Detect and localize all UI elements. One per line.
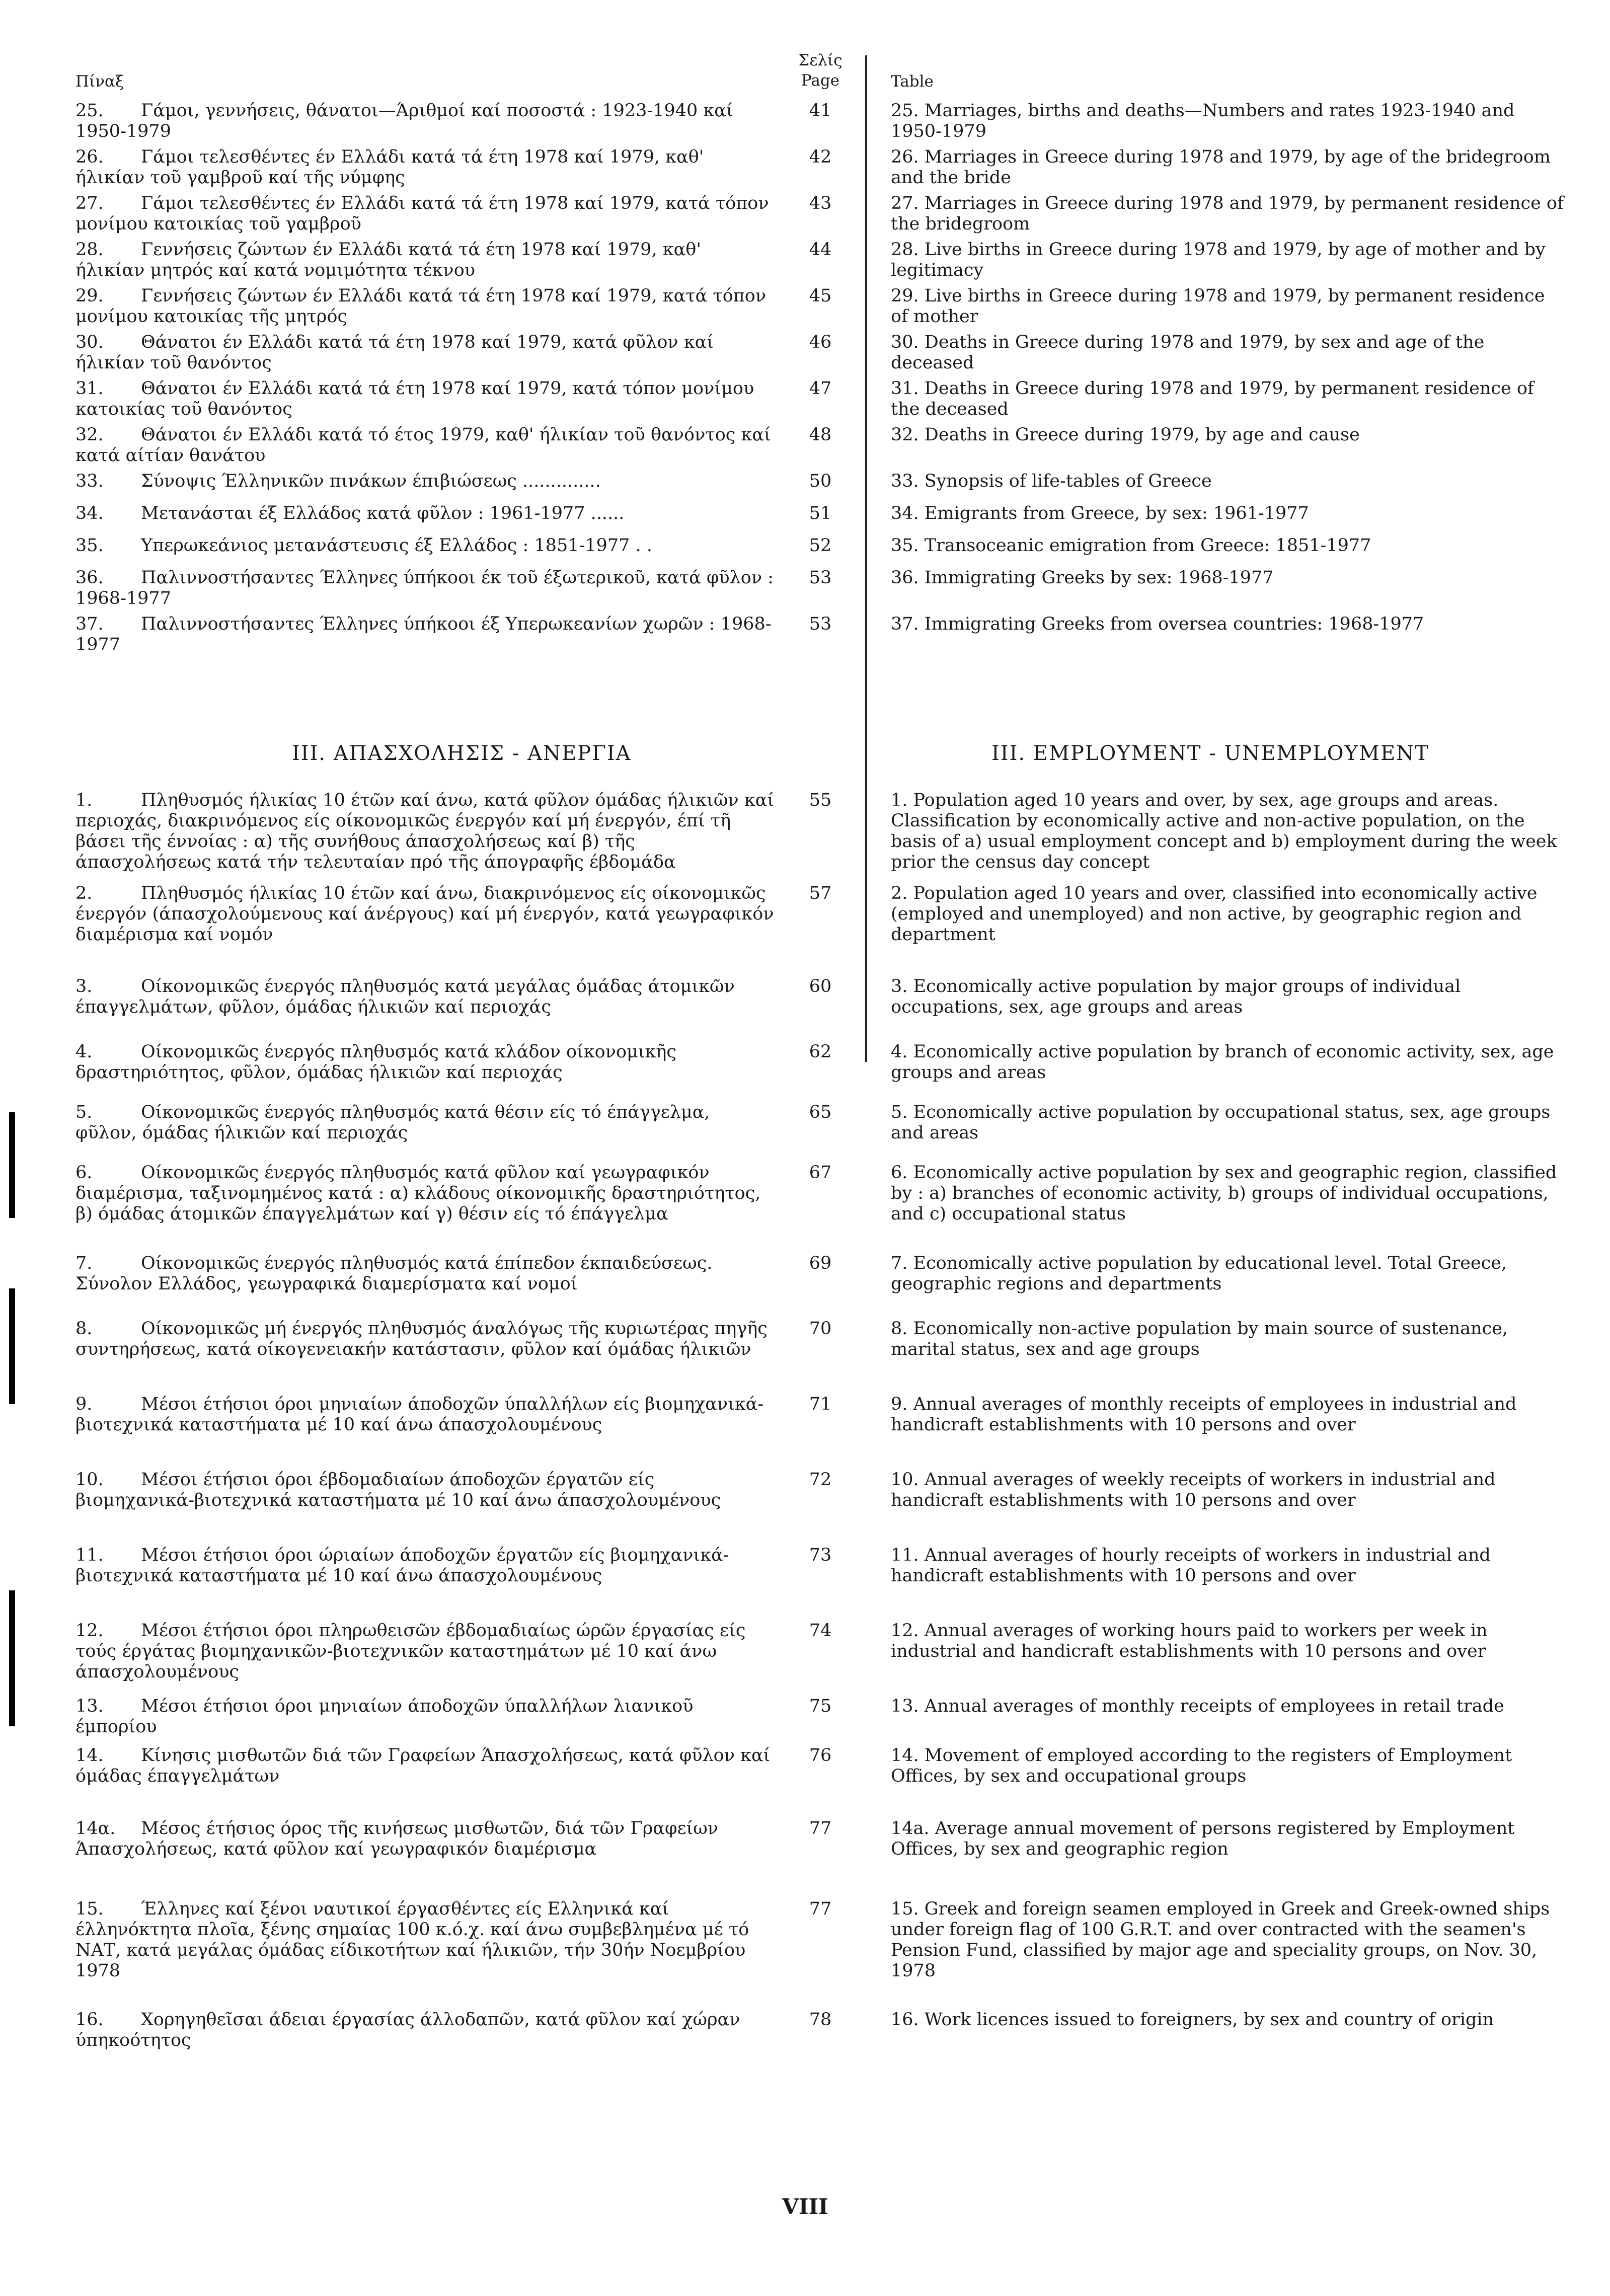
entry-number: 6.	[75, 1163, 93, 1183]
entry-number: 33.	[75, 471, 104, 491]
entry-number: 30.	[75, 332, 104, 352]
entry-title-english: 30. Deaths in Greece during 1978 and 1979, by sex and age of the deceased	[891, 332, 1485, 373]
entry-page-number: 60	[809, 976, 832, 997]
entry-title-greek	[75, 614, 775, 655]
entry-greek-text: Μέσος έτήσιος όρος τῆς κινήσεως μισθωτῶν, διά τῶν Γραφείων Άπασχολήσεως, κατά φῦλον καί γεωγραφικόν διαμέρισμα	[75, 1818, 719, 1859]
entry-title-english: 25. Marriages, births and deaths—Numbers and rates 1923-1940 and 1950-1979	[891, 101, 1515, 141]
entry-greek-text: Παλιννοστήσαντες Έλληνες ύπήκοοι έξ Υπερωκεανίων χωρῶν : 1968-1977	[75, 614, 772, 655]
entry-number: 35.	[75, 535, 104, 556]
entry-greek-text: Υπερωκεάνιος μετανάστευσις έξ Ελλάδος : 1851-1977 . .	[141, 535, 652, 556]
entry-page-number: 70	[809, 1319, 832, 1339]
entry-page-number: 42	[809, 147, 832, 167]
entry-title-greek	[75, 976, 775, 1018]
entry-title-greek	[75, 286, 775, 327]
entry-title-greek	[75, 101, 775, 142]
entry-page-number: 48	[809, 425, 832, 445]
english-column-label: Table	[891, 72, 934, 91]
page-number: VIII	[782, 2194, 828, 2219]
entry-title-english: 4. Economically active population by branch of economic activity, sex, age groups and areas	[891, 1042, 1554, 1083]
entry-title-greek	[75, 193, 775, 235]
entry-page-number: 72	[809, 1470, 832, 1490]
entry-greek-text: Πληθυσμός ήλικίας 10 έτῶν καί άνω, κατά φῦλον όμάδας ήλικιῶν καί περιοχάς, διακρινόμενος είς οίκονομικῶς ένεργόν καί μή ένεργόν, έπί τῆ βάσει τῆς έννοίας : α) τῆς συνήθους άπασχολήσεως καί β) τῆς άπασχολήσεως κατά τήν τελευταίαν πρό τῆς άπογραφῆς έβδομάδα	[75, 790, 775, 872]
entry-greek-text: Θάνατοι έν Ελλάδι κατά τό έτος 1979, καθ' ήλικίαν τοῦ θανόντος καί κατά αίτίαν θανάτου	[75, 425, 771, 466]
entry-title-english: 9. Annual averages of monthly receipts of employees in industrial and handicraft establishments with 10 persons and over	[891, 1394, 1517, 1435]
scan-mark	[9, 1112, 15, 1218]
entry-number: 31.	[75, 378, 104, 399]
entry-number: 9.	[75, 1394, 93, 1414]
page-label-english: Page	[801, 71, 840, 90]
entry-greek-text: Θάνατοι έν Ελλάδι κατά τά έτη 1978 καί 1979, κατά τόπον μονίμου κατοικίας τοῦ θανόντος	[75, 378, 754, 419]
entry-page-number: 46	[809, 332, 832, 352]
entry-page-number: 51	[809, 503, 832, 523]
entry-page-number: 43	[809, 193, 832, 213]
entry-number: 14.	[75, 1745, 104, 1766]
entry-title-greek	[75, 425, 775, 466]
entry-greek-text: Χορηγηθεῖσαι άδειαι έργασίας άλλοδαπῶν, κατά φῦλον καί χώραν ύπηκοότητος	[75, 2010, 740, 2050]
entry-page-number: 71	[809, 1394, 832, 1414]
entry-greek-text: Μέσοι έτήσιοι όροι μηνιαίων άποδοχῶν ύπαλλήλων είς βιομηχανικά-βιοτεχνικά καταστήματα μέ 10 καί άνω άπασχολουμένους	[75, 1394, 764, 1435]
entry-number: 4.	[75, 1042, 93, 1062]
entry-title-english: 12. Annual averages of working hours paid to workers per week in industrial and handicraft establishments with 10 persons and over	[891, 1621, 1488, 1661]
entry-number: 11.	[75, 1545, 104, 1565]
entry-page-number: 55	[809, 790, 832, 810]
entry-number: 37.	[75, 614, 104, 634]
entry-title-english: 13. Annual averages of monthly receipts of employees in retail trade	[891, 1696, 1504, 1716]
entry-title-greek	[75, 1818, 775, 1860]
entry-title-greek	[75, 535, 775, 556]
entry-page-number: 69	[809, 1253, 832, 1273]
entry-number: 25.	[75, 101, 104, 121]
entry-greek-text: Οίκονομικῶς ένεργός πληθυσμός κατά μεγάλας όμάδας άτομικῶν έπαγγελμάτων, φῦλον, όμάδας ήλικιῶν καί περιοχάς	[75, 976, 735, 1017]
entry-title-greek	[75, 147, 775, 188]
entry-title-greek	[75, 568, 775, 609]
entry-greek-text: Έλληνες καί ξένοι ναυτικοί έργασθέντες είς Ελληνικά καί έλληνόκτητα πλοῖα, ξένης σημαίας 100 κ.ό.χ. καί άνω συμβεβλημένα μέ τό ΝΑΤ, κατά μεγάλας όμάδας είδικοτήτων καί ήλικιῶν, τήν 30ήν Νοεμβρίου 1978	[75, 1899, 749, 1981]
entry-page-number: 75	[809, 1696, 832, 1716]
entry-greek-text: Οίκονομικῶς ένεργός πληθυσμός κατά θέσιν είς τό έπάγγελμα, φῦλον, όμάδας ήλικιῶν καί περιοχάς	[75, 1102, 710, 1143]
scan-mark	[9, 1288, 15, 1404]
entry-greek-text: Οίκονομικῶς μή ένεργός πληθυσμός άναλόγως τῆς κυριωτέρας πηγῆς συντηρήσεως, κατά οίκογενειακήν κατάστασιν, φῦλον καί όμάδας ήλικιῶν	[75, 1319, 768, 1359]
entry-page-number: 65	[809, 1102, 832, 1122]
entry-title-greek	[75, 1394, 775, 1435]
entry-title-english: 26. Marriages in Greece during 1978 and 1979, by age of the bridegroom and the bride	[891, 147, 1551, 188]
section-heading-greek: III. ΑΠΑΣΧΟΛΗΣΙΣ - ΑΝΕΡΓΙΑ	[292, 742, 632, 765]
entry-number: 27.	[75, 193, 104, 213]
entry-title-greek	[75, 1102, 775, 1143]
entry-title-english: 34. Emigrants from Greece, by sex: 1961-1977	[891, 503, 1309, 523]
entry-title-english: 36. Immigrating Greeks by sex: 1968-1977	[891, 568, 1274, 588]
entry-title-english: 28. Live births in Greece during 1978 and 1979, by age of mother and by legitimacy	[891, 240, 1546, 280]
page-label-greek: Σελίς	[798, 51, 842, 69]
entry-number: 34.	[75, 503, 104, 523]
entry-greek-text: Πληθυσμός ήλικίας 10 έτῶν καί άνω, διακρινόμενος είς οίκονομικῶς ένεργόν (άπασχολούμενους καί άνέργους) καί μή ένεργόν, κατά γεωγραφικόν διαμέρισμα καί νομόν	[75, 883, 774, 945]
entry-title-english: 6. Economically active population by sex and geographic region, classified by : a) branches of economic activity, b) groups of individual occupations, and c) occupational status	[891, 1163, 1557, 1224]
entry-title-greek	[75, 471, 775, 492]
entry-greek-text: Μέσοι έτήσιοι όροι ώριαίων άποδοχῶν έργατῶν είς βιομηχανικά-βιοτεχνικά καταστήματα μέ 10 καί άνω άπασχολουμένους	[75, 1545, 729, 1586]
entry-number: 29.	[75, 286, 104, 306]
entry-title-english: 14a. Average annual movement of persons registered by Employment Offices, by sex and geographic region	[891, 1818, 1515, 1859]
page-column-label	[793, 50, 848, 91]
entry-title-greek	[75, 883, 775, 945]
entry-title-english: 31. Deaths in Greece during 1978 and 1979, by permanent residence of the deceased	[891, 378, 1534, 419]
entry-title-english: 7. Economically active population by educational level. Total Greece, geographic regions and departments	[891, 1253, 1507, 1294]
entry-page-number: 44	[809, 240, 832, 260]
entry-greek-text: Γάμοι τελεσθέντες έν Ελλάδι κατά τά έτη 1978 καί 1979, κατά τόπον μονίμου κατοικίας τοῦ γαμβροῦ	[75, 193, 769, 234]
greek-column-label: Πίναξ	[75, 72, 124, 91]
entry-page-number: 67	[809, 1163, 832, 1183]
entry-title-english: 37. Immigrating Greeks from oversea countries: 1968-1977	[891, 614, 1424, 634]
entry-number: 28.	[75, 240, 104, 260]
entry-number: 15.	[75, 1899, 104, 1919]
entry-title-greek	[75, 1042, 775, 1083]
entry-number: 16.	[75, 2010, 104, 2030]
entry-title-greek	[75, 2010, 775, 2051]
entry-title-english: 32. Deaths in Greece during 1979, by age and cause	[891, 425, 1360, 445]
entry-title-greek	[75, 1545, 775, 1586]
entry-number: 10.	[75, 1470, 104, 1490]
entry-title-greek	[75, 240, 775, 281]
entry-title-english: 14. Movement of employed according to the registers of Employment Offices, by sex and occupational groups	[891, 1745, 1512, 1786]
entry-page-number: 52	[809, 535, 832, 556]
entry-title-greek	[75, 1163, 775, 1224]
entry-number: 14α.	[75, 1818, 116, 1839]
section-heading-english: III. EMPLOYMENT - UNEMPLOYMENT	[991, 742, 1429, 765]
entry-title-english: 15. Greek and foreign seamen employed in Greek and Greek-owned ships under foreign flag of 100 G.R.T. and over contracted with the seamen's Pension Fund, classified by major age and speciality groups, on Nov. 30, 1978	[891, 1899, 1550, 1981]
entry-greek-text: Οίκονομικῶς ένεργός πληθυσμός κατά έπίπεδον έκπαιδεύσεως. Σύνολον Ελλάδος, γεωγραφικά διαμερίσματα καί νομοί	[75, 1253, 713, 1294]
entry-title-english: 3. Economically active population by major groups of individual occupations, sex, age groups and areas	[891, 976, 1461, 1017]
entry-title-english: 33. Synopsis of life-tables of Greece	[891, 471, 1212, 491]
entry-title-greek	[75, 332, 775, 373]
entry-number: 32.	[75, 425, 104, 445]
entry-number: 2.	[75, 883, 93, 903]
entry-title-greek	[75, 1696, 775, 1737]
entry-title-english: 5. Economically active population by occupational status, sex, age groups and areas	[891, 1102, 1551, 1143]
entry-number: 7.	[75, 1253, 93, 1273]
entry-page-number: 74	[809, 1621, 832, 1641]
entry-number: 12.	[75, 1621, 104, 1641]
entry-page-number: 50	[809, 471, 832, 491]
entry-title-english: 10. Annual averages of weekly receipts of workers in industrial and handicraft establishments with 10 persons and over	[891, 1470, 1496, 1510]
entry-page-number: 73	[809, 1545, 832, 1565]
entry-title-english: 2. Population aged 10 years and over, classified into economically active (employed and unemployed) and non active, by geographic region and department	[891, 883, 1538, 945]
entry-page-number: 62	[809, 1042, 832, 1062]
entry-greek-text: Μέσοι έτήσιοι όροι μηνιαίων άποδοχῶν ύπαλλήλων λιανικοῦ έμπορίου	[75, 1696, 694, 1737]
entry-title-english: 27. Marriages in Greece during 1978 and 1979, by permanent residence of the bridegroom	[891, 193, 1564, 234]
entry-title-greek	[75, 1470, 775, 1511]
entry-title-english: 16. Work licences issued to foreigners, by sex and country of origin	[891, 2010, 1494, 2030]
entry-title-english: 1. Population aged 10 years and over, by sex, age groups and areas. Classification by economically active and non-active population, on the basis of a) usual employment concept and b) employment during the week prior the census day concept	[891, 790, 1557, 872]
entry-number: 36.	[75, 568, 104, 588]
entry-title-english: 11. Annual averages of hourly receipts of workers in industrial and handicraft establishments with 10 persons and over	[891, 1545, 1491, 1586]
entry-greek-text: Οίκονομικῶς ένεργός πληθυσμός κατά κλάδον οίκονομικῆς δραστηριότητος, φῦλον, όμάδας ήλικιῶν καί περιοχάς	[75, 1042, 676, 1083]
entry-title-greek	[75, 1745, 775, 1787]
entry-title-english: 29. Live births in Greece during 1978 and 1979, by permanent residence of mother	[891, 286, 1545, 327]
column-divider	[865, 55, 867, 1062]
entry-title-greek	[75, 790, 775, 873]
entry-title-english: 35. Transoceanic emigration from Greece: 1851-1977	[891, 535, 1371, 556]
entry-page-number: 53	[809, 614, 832, 634]
entry-greek-text: Παλιννοστήσαντες Έλληνες ύπήκοοι έκ τοῦ έξωτερικοῦ, κατά φῦλον : 1968-1977	[75, 568, 774, 608]
entry-title-greek	[75, 1319, 775, 1360]
entry-title-greek	[75, 503, 775, 524]
scan-mark	[9, 1590, 15, 1726]
entry-page-number: 76	[809, 1745, 832, 1766]
column-headers	[0, 48, 1610, 109]
entry-title-greek	[75, 1621, 775, 1682]
entry-greek-text: Γάμοι τελεσθέντες έν Ελλάδι κατά τά έτη 1978 καί 1979, καθ' ήλικίαν τοῦ γαμβροῦ καί τῆς νύμφης	[75, 147, 704, 188]
entry-number: 1.	[75, 790, 93, 810]
entry-greek-text: Μέσοι έτήσιοι όροι έβδομαδιαίων άποδοχῶν έργατῶν είς βιομηχανικά-βιοτεχνικά καταστήματα μέ 10 καί άνω άπασχολουμένους	[75, 1470, 721, 1510]
entry-greek-text: Σύνοψις Έλληνικῶν πινάκων έπιβιώσεως ..............	[141, 471, 601, 491]
entry-number: 8.	[75, 1319, 93, 1339]
entry-page-number: 47	[809, 378, 832, 399]
entry-number: 3.	[75, 976, 93, 997]
entry-greek-text: Γεννήσεις ζώντων έν Ελλάδι κατά τά έτη 1978 καί 1979, κατά τόπον μονίμου κατοικίας τῆς μητρός	[75, 286, 766, 327]
entry-greek-text: Θάνατοι έν Ελλάδι κατά τά έτη 1978 καί 1979, κατά φῦλον καί ήλικίαν τοῦ θανόντος	[75, 332, 714, 373]
entry-greek-text: Γάμοι, γεννήσεις, θάνατοι—Άριθμοί καί ποσοστά : 1923-1940 καί 1950-1979	[75, 101, 733, 141]
entry-greek-text: Μετανάσται έξ Ελλάδος κατά φῦλον : 1961-1977 ......	[141, 503, 625, 523]
entry-title-greek	[75, 1253, 775, 1294]
entry-number: 26.	[75, 147, 104, 167]
entry-page-number: 77	[809, 1899, 832, 1919]
entry-page-number: 57	[809, 883, 832, 903]
entry-page-number: 45	[809, 286, 832, 306]
entry-title-english: 8. Economically non-active population by main source of sustenance, marital status, sex and age groups	[891, 1319, 1508, 1359]
entry-page-number: 77	[809, 1818, 832, 1839]
entry-title-greek	[75, 378, 775, 420]
entry-page-number: 53	[809, 568, 832, 588]
entry-greek-text: Μέσοι έτήσιοι όροι πληρωθεισῶν έβδομαδιαίως ώρῶν έργασίας είς τούς έργάτας βιομηχανικῶν-βιοτεχνικῶν καταστημάτων μέ 10 καί άνω άπασχολουμένους	[75, 1621, 746, 1682]
entry-number: 13.	[75, 1696, 104, 1716]
entry-greek-text: Γεννήσεις ζώντων έν Ελλάδι κατά τά έτη 1978 καί 1979, καθ' ήλικίαν μητρός καί κατά νομιμότητα τέκνου	[75, 240, 701, 280]
entry-page-number: 41	[809, 101, 832, 121]
entry-greek-text: Κίνησις μισθωτῶν διά τῶν Γραφείων Άπασχολήσεως, κατά φῦλον καί όμάδας έπαγγελμάτων	[75, 1745, 771, 1786]
entry-page-number: 78	[809, 2010, 832, 2030]
entry-title-greek	[75, 1899, 775, 1981]
entry-number: 5.	[75, 1102, 93, 1122]
entry-greek-text: Οίκονομικῶς ένεργός πληθυσμός κατά φῦλον καί γεωγραφικόν διαμέρισμα, ταξινομημένος κατά : α) κλάδους οίκονομικῆς δραστηριότητος, β) όμάδας άτομικῶν έπαγγελμάτων καί γ) θέσιν είς τό έπάγγελμα	[75, 1163, 761, 1224]
